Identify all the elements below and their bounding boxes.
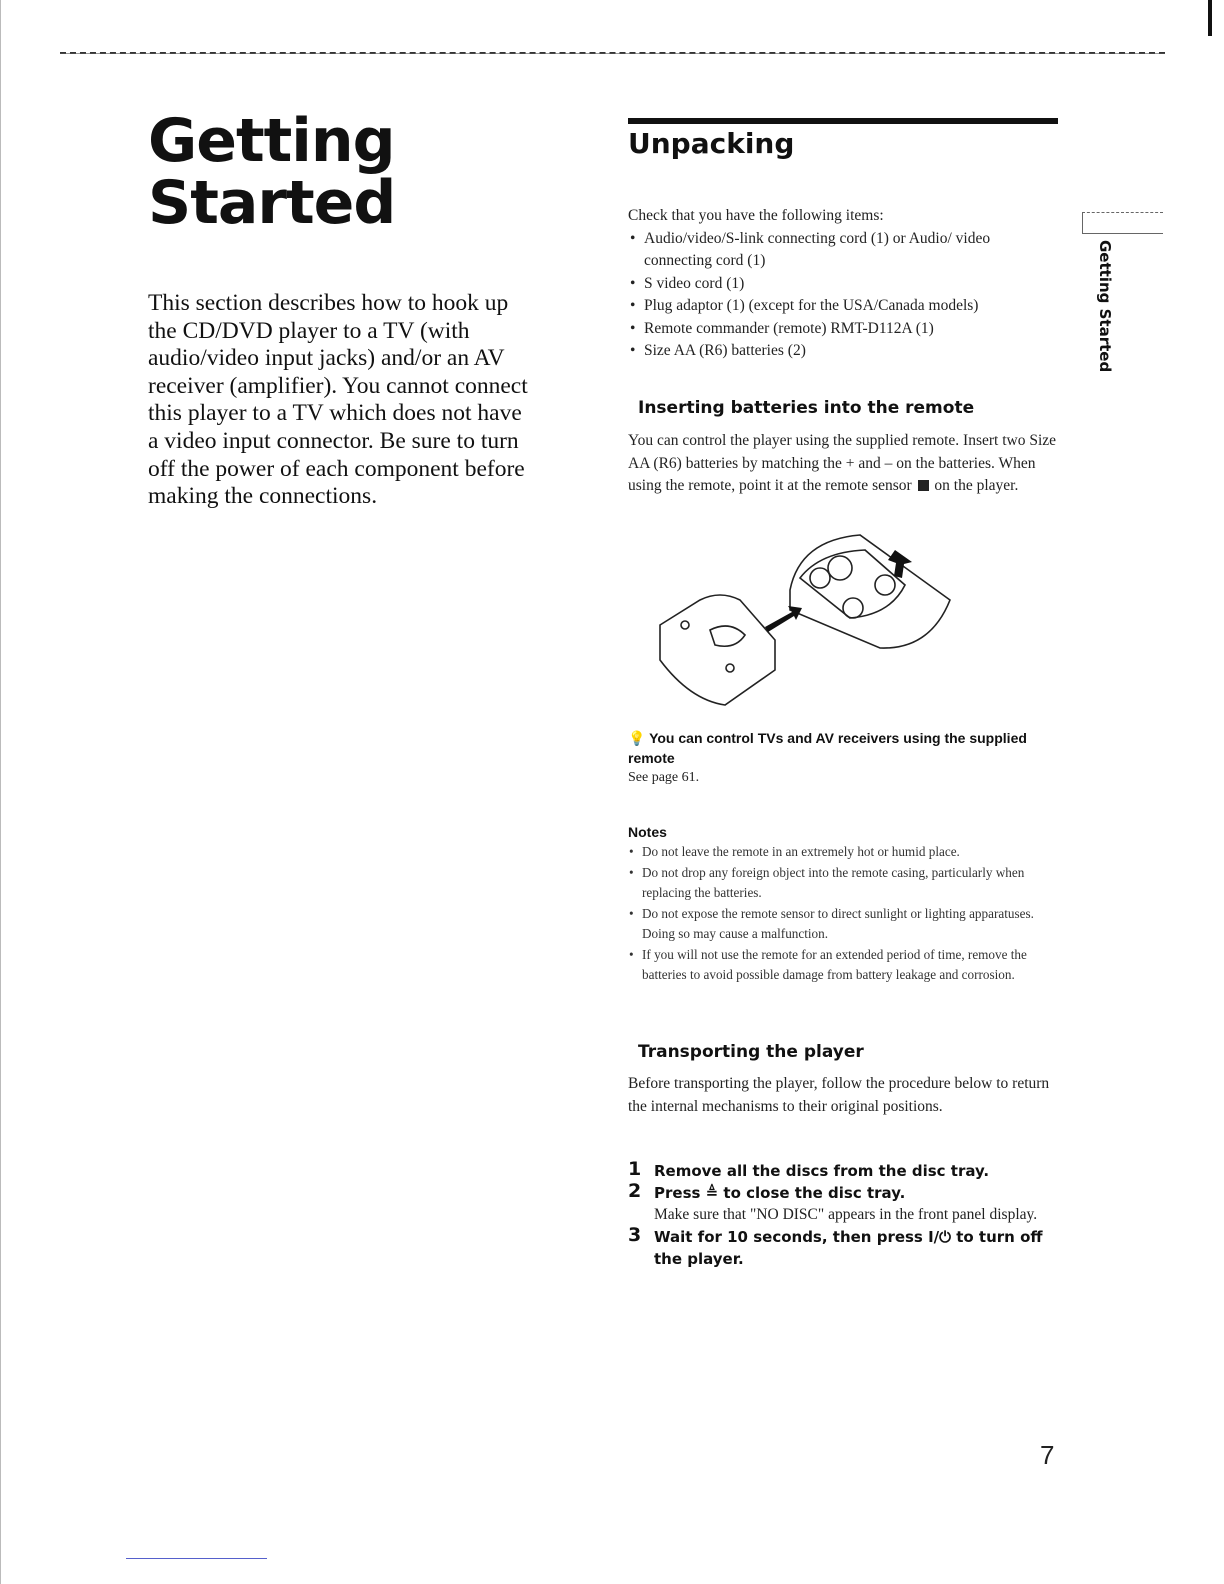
tip-title-text: You can control TVs and AV receivers using the supplied remote bbox=[628, 730, 1027, 766]
tip-text: See page 61. bbox=[628, 770, 700, 785]
side-tab-frame bbox=[1082, 212, 1163, 234]
tip-title bbox=[628, 728, 1058, 768]
unpacking-heading: Unpacking bbox=[628, 127, 795, 160]
batteries-text-1: You can control the player using the supplied remote. Insert two Size AA (R6) batteries by matching the + and – on the batteries. When using the remote, point it at the remote sensor bbox=[628, 432, 1057, 494]
section-title: Getting Started bbox=[148, 106, 396, 238]
batteries-heading: Inserting batteries into the remote bbox=[638, 398, 975, 418]
list-item: • Remote commander (remote) RMT-D112A (1) bbox=[628, 318, 1058, 341]
transporting-heading: Transporting the player bbox=[638, 1042, 864, 1062]
list-item: • Size AA (R6) batteries (2) bbox=[628, 340, 1058, 363]
battery-minus-terminal-2 bbox=[843, 598, 863, 618]
heading-bar bbox=[628, 118, 1058, 124]
transport-steps bbox=[628, 1160, 1058, 1270]
list-item: • Do not leave the remote in an extremely hot or humid place. bbox=[628, 842, 1058, 863]
notes-title: Notes bbox=[628, 824, 667, 840]
insert-arrow-icon bbox=[765, 606, 802, 632]
top-rule-line bbox=[60, 53, 1165, 54]
transporting-intro: Before transporting the player, follow the procedure below to return the internal mechanisms to their original positions. bbox=[628, 1075, 1050, 1115]
list-item: • If you will not use the remote for an extended period of time, remove the batteries to avoid possible damage from battery leakage and corrosion. bbox=[628, 945, 1058, 986]
unpacking-list-block bbox=[628, 205, 1058, 363]
notes-block bbox=[628, 822, 1058, 986]
step-number: 3 bbox=[628, 1224, 642, 1246]
battery-minus-terminal bbox=[828, 556, 852, 580]
step-text: Wait for 10 seconds, then press I/⏻ to turn off the player. bbox=[654, 1228, 1043, 1268]
step-number: 1 bbox=[628, 1158, 642, 1180]
cover-latch bbox=[710, 626, 745, 646]
unpacking-items bbox=[628, 228, 1058, 363]
battery-cover bbox=[660, 595, 775, 705]
list-item: • Audio/video/S-link connecting cord (1) or Audio/ video connecting cord (1) bbox=[628, 228, 1058, 273]
batteries-text bbox=[628, 430, 1058, 498]
section-intro: This section describes how to hook up the CD/DVD player to a TV (with audio/video input jacks) and/or an AV receiver (amplifier). You cannot connect this player to a TV which does not have a video input connector. Be sure to turn off the power of each component before making the connections. bbox=[148, 290, 528, 510]
step-item bbox=[628, 1226, 1058, 1270]
edge-mark bbox=[1208, 0, 1212, 36]
tip-lightbulb-icon: 💡 bbox=[628, 730, 646, 746]
footer-line bbox=[126, 1558, 267, 1559]
page-number: 7 bbox=[1040, 1440, 1055, 1470]
step-item bbox=[628, 1182, 1058, 1226]
remote-sensor-icon bbox=[918, 480, 929, 491]
unpacking-lead: Check that you have the following items: bbox=[628, 207, 884, 224]
step-item bbox=[628, 1160, 1058, 1182]
notes-list bbox=[628, 842, 1058, 986]
step-text: Press ≜ to close the disc tray. bbox=[654, 1184, 906, 1202]
remote-body bbox=[790, 535, 950, 648]
step-text: Remove all the discs from the disc tray. bbox=[654, 1162, 990, 1180]
list-item: • S video cord (1) bbox=[628, 273, 1058, 296]
list-item: • Plug adaptor (1) (except for the USA/Canada models) bbox=[628, 295, 1058, 318]
batteries-text-2: on the player. bbox=[934, 477, 1019, 494]
list-item: • Do not expose the remote sensor to direct sunlight or lighting apparatuses. Doing so may cause a malfunction. bbox=[628, 904, 1058, 945]
step-detail: Make sure that "NO DISC" appears in the front panel display. bbox=[654, 1206, 1038, 1223]
side-tab-label: Getting Started bbox=[1096, 240, 1114, 373]
scan-margin-line bbox=[0, 0, 1, 1584]
list-item: • Do not drop any foreign object into the remote casing, particularly when replacing the batteries. bbox=[628, 863, 1058, 904]
battery-plus-terminal bbox=[810, 568, 830, 588]
cover-hole-2 bbox=[726, 664, 734, 672]
battery-insertion-illustration bbox=[650, 530, 960, 710]
tip-block bbox=[628, 728, 1058, 788]
battery-plus-terminal-2 bbox=[875, 575, 895, 595]
cover-hole bbox=[681, 621, 689, 629]
step-number: 2 bbox=[628, 1180, 642, 1202]
